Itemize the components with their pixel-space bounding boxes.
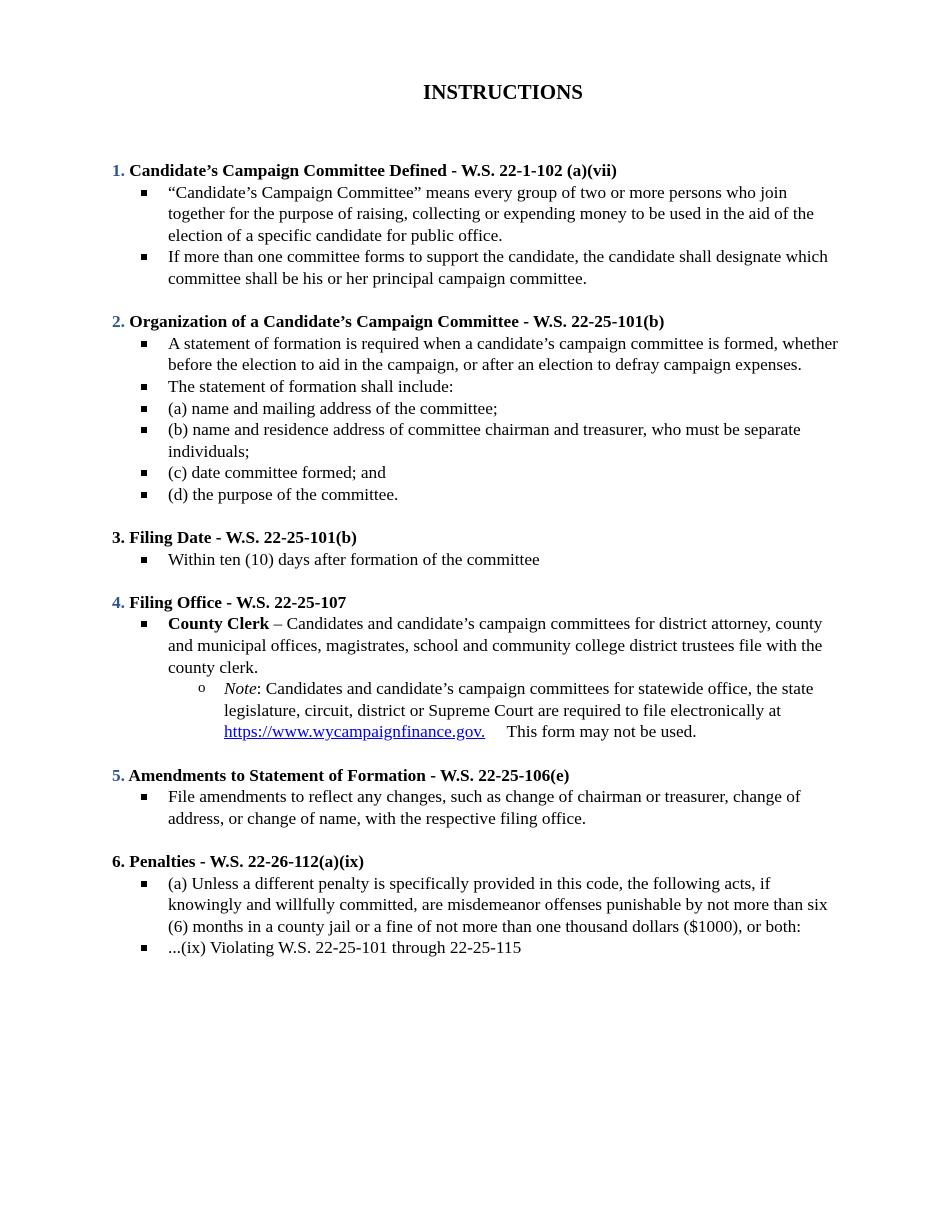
section-title: Amendments to Statement of Formation - W.S. 22-25-106(e) bbox=[128, 765, 570, 785]
list-item: (a) Unless a different penalty is specifically provided in this code, the following acts, if knowingly and willfully committed, are misdemeanor offenses punishable by not more than six (6) months in a county jail or a fine of not more than one thousand dollars ($1000), or both: bbox=[112, 873, 847, 938]
bullet-list bbox=[112, 549, 847, 571]
instructions-content bbox=[112, 160, 847, 981]
section-number: 4. bbox=[112, 592, 125, 612]
note-after-text: This form may not be used. bbox=[485, 722, 697, 742]
section-heading bbox=[112, 851, 847, 873]
section-number: 2. bbox=[112, 312, 125, 332]
bullet-list bbox=[112, 333, 847, 506]
section-1 bbox=[112, 160, 847, 290]
campaign-finance-link[interactable]: https://www.wycampaignfinance.gov. bbox=[224, 722, 486, 742]
list-item: If more than one committee forms to support the candidate, the candidate shall designate which committee shall be his or her principal campaign committee. bbox=[112, 246, 847, 289]
section-3 bbox=[112, 527, 847, 570]
bullet-list bbox=[112, 786, 847, 829]
section-title: Organization of a Candidate’s Campaign Committee - W.S. 22-25-101(b) bbox=[129, 312, 665, 332]
list-item: File amendments to reflect any changes, such as change of chairman or treasurer, change of address, or change of name, with the respective filing office. bbox=[112, 786, 847, 829]
section-6 bbox=[112, 851, 847, 959]
section-4 bbox=[112, 592, 847, 743]
section-number: 5. bbox=[112, 765, 125, 785]
list-item: Within ten (10) days after formation of the committee bbox=[112, 549, 847, 571]
section-title: Filing Date - W.S. 22-25-101(b) bbox=[129, 528, 357, 548]
bullet-list bbox=[112, 873, 847, 959]
section-number: 6. bbox=[112, 852, 125, 871]
section-2 bbox=[112, 311, 847, 505]
section-title: Candidate’s Campaign Committee Defined - W.S. 22-1-102 (a)(vii) bbox=[129, 161, 617, 180]
section-5 bbox=[112, 765, 847, 830]
section-title: Penalties - W.S. 22-26-112(a)(ix) bbox=[129, 852, 365, 871]
list-item bbox=[112, 613, 847, 743]
list-item: (d) the purpose of the committee. bbox=[112, 484, 847, 506]
section-title: Filing Office - W.S. 22-25-107 bbox=[129, 592, 347, 612]
list-item: (b) name and residence address of committee chairman and treasurer, who must be separate individuals; bbox=[112, 419, 847, 462]
county-clerk-label: County Clerk bbox=[168, 614, 270, 634]
note-label: Note bbox=[224, 679, 257, 699]
note-item bbox=[168, 678, 847, 743]
section-heading bbox=[112, 765, 847, 787]
list-item: A statement of formation is required when a candidate’s campaign committee is formed, whether before the election to aid in the campaign, or after an election to defray campaign expenses. bbox=[112, 333, 847, 376]
list-item: “Candidate’s Campaign Committee” means every group of two or more persons who join together for the purpose of raising, collecting or expending money to be used in the aid of the election of a specific candidate for public office. bbox=[112, 182, 847, 247]
note-text: : Candidates and candidate’s campaign committees for statewide office, the state legislature, circuit, district or Supreme Court are required to file electronically at bbox=[224, 679, 814, 720]
page-title: INSTRUCTIONS bbox=[423, 80, 583, 104]
list-item: The statement of formation shall include: bbox=[112, 376, 847, 398]
section-heading bbox=[112, 160, 847, 182]
section-number: 1. bbox=[112, 161, 125, 180]
bullet-list bbox=[112, 182, 847, 290]
list-item: (a) name and mailing address of the committee; bbox=[112, 398, 847, 420]
bullet-list bbox=[112, 613, 847, 743]
list-item: (c) date committee formed; and bbox=[112, 462, 847, 484]
section-heading bbox=[112, 527, 847, 549]
list-item: ...(ix) Violating W.S. 22-25-101 through 22-25-115 bbox=[112, 937, 847, 959]
section-heading bbox=[112, 592, 847, 614]
section-heading bbox=[112, 311, 847, 333]
section-number: 3. bbox=[112, 528, 125, 548]
sub-list bbox=[168, 678, 847, 743]
county-clerk-text: – Candidates and candidate’s campaign committees for district attorney, county and municipal offices, magistrates, school and community college district trustees file with the county clerk. bbox=[168, 614, 823, 677]
